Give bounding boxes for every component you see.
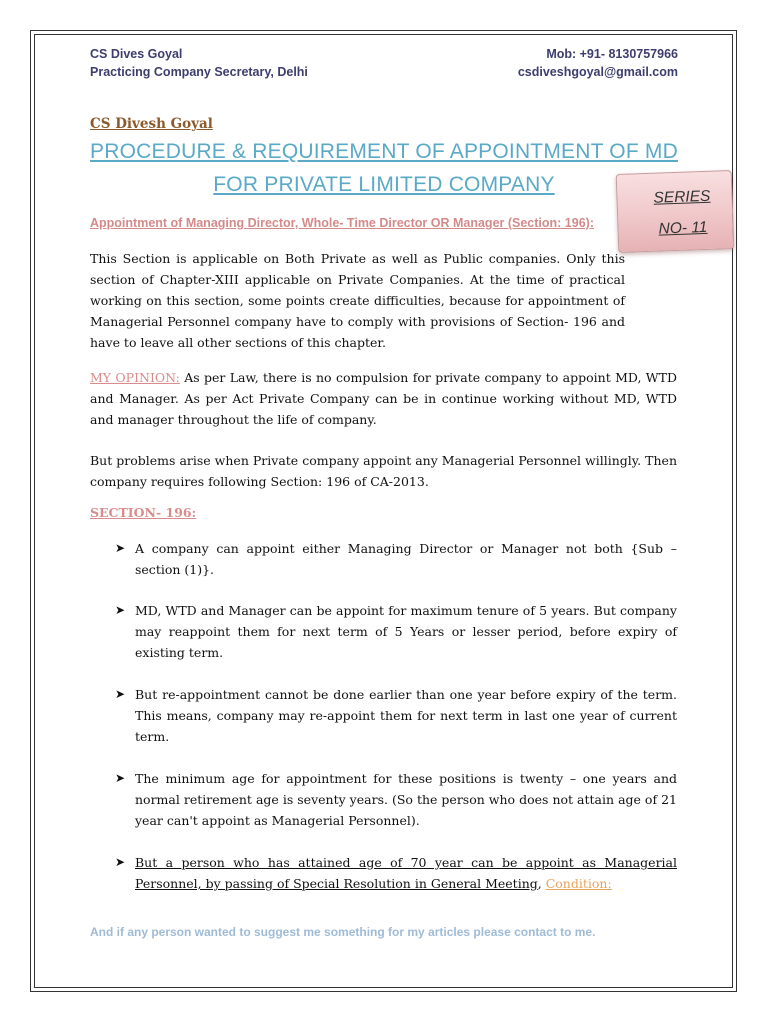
arrow-bullet-icon: ➤ (115, 603, 126, 617)
series-label: SERIES (653, 187, 711, 207)
list-item-separator: , (537, 876, 546, 891)
list-item-text: The minimum age for appointment for these positions is twenty – one years and normal retirement age is seventy years. (So the person who does not attain age of 21 year can't appoint as Managerial Personnel). (135, 771, 677, 828)
header-right (518, 45, 678, 81)
document-title-line1: PROCEDURE & REQUIREMENT OF APPOINTMENT OF MD (90, 140, 678, 163)
opinion-text: As per Law, there is no compulsion for private company to appoint MD, WTD and Manager. As per Act Private Company can be in continue working without MD, WTD and manager throughout the life of company. (90, 370, 678, 427)
series-badge (616, 170, 735, 253)
opinion-label: MY OPINION: (90, 370, 180, 385)
arrow-bullet-icon: ➤ (115, 541, 126, 555)
email-address: csdiveshgoyal@gmail.com (517, 65, 678, 79)
author-designation: Practicing Company Secretary, Delhi (90, 65, 308, 79)
section-subheading: Appointment of Managing Director, Whole- Time Director OR Manager (Section: 196): (90, 216, 594, 230)
author-byline: CS Divesh Goyal (90, 116, 213, 132)
footer-note: And if any person wanted to suggest me something for my articles please contact to me. (90, 925, 596, 939)
document-title-line2: FOR PRIVATE LIMITED COMPANY (213, 173, 555, 196)
author-name-header: CS Dives Goyal (90, 47, 183, 61)
condition-label: Condition: (545, 876, 612, 891)
phone-number: Mob: +91- 8130757966 (546, 47, 678, 61)
series-number: NO- 11 (658, 218, 708, 238)
problems-paragraph: But problems arise when Private company appoint any Managerial Personnel willingly. Then company requires following Section: 196 of CA-2013. (90, 453, 677, 489)
arrow-bullet-icon: ➤ (115, 687, 126, 701)
arrow-bullet-icon: ➤ (115, 771, 126, 785)
arrow-bullet-icon: ➤ (115, 855, 126, 869)
header-left (90, 45, 308, 81)
list-item-text (135, 852, 677, 894)
section-196-heading: SECTION- 196: (90, 505, 197, 520)
opinion-paragraph (90, 367, 677, 430)
list-item-text: A company can appoint either Managing Director or Manager not both {Sub – section (1)}. (135, 541, 677, 577)
list-item-underlined-text: But a person who has attained age of 70 year can be appoint as Managerial Personnel, by passing of Special Resolution in General Meeting (135, 855, 677, 891)
list-item-text: MD, WTD and Manager can be appoint for maximum tenure of 5 years. But company may reappoint them for next term of 5 Years or lesser period, before expiry of existing term. (135, 603, 677, 660)
intro-paragraph: This Section is applicable on Both Private as well as Public companies. Only this section of Chapter-XIII applicable on Private Companies. At the time of practical working on this section, some points create difficulties, because for appointment of Managerial Personnel company have to comply with provisions of Section- 196 and have to leave all other sections of this chapter. (90, 251, 625, 350)
list-item-text: But re-appointment cannot be done earlier than one year before expiry of the term. This means, company may re-appoint them for next term in last one year of current term. (135, 687, 677, 744)
